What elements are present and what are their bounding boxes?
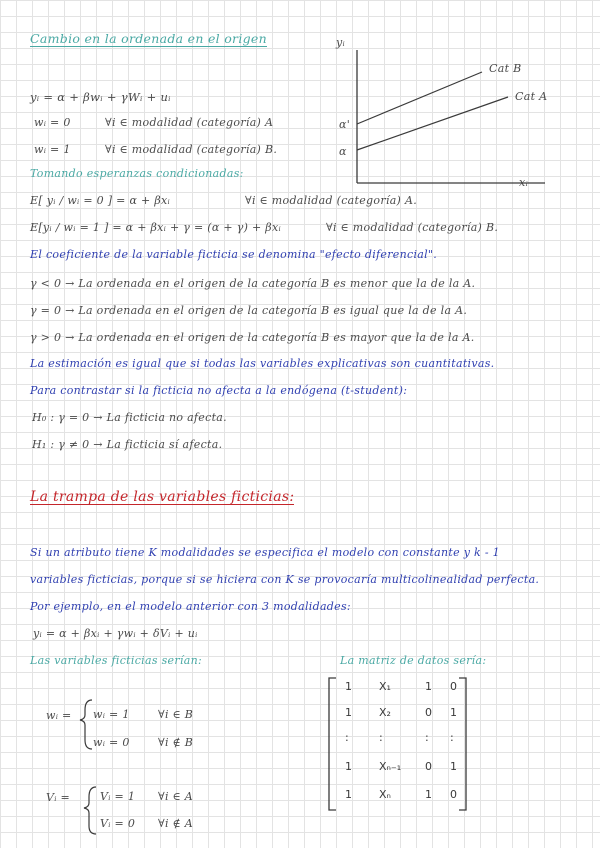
matrix-cell: 1: [345, 706, 352, 719]
section-title-intercept-change: Cambio en la ordenada en el origen: [30, 31, 267, 46]
v-piecewise-lhs: Vᵢ =: [46, 791, 71, 804]
matrix-cell: 0: [425, 760, 432, 773]
matrix-cell: 1: [450, 760, 457, 773]
matrix-cell: :: [425, 731, 429, 744]
dummy-variables-label: Las variables ficticias serían:: [30, 654, 202, 667]
matrix-cell: 1: [425, 680, 432, 693]
w-zero-definition: wᵢ = 0: [34, 116, 71, 129]
dummy-trap-paragraph-line-2: variables ficticias, porque si se hiciera con K se provocaría multicolinealidad perfecta.: [30, 573, 540, 586]
matrix-cell: 0: [425, 706, 432, 719]
three-category-model-equation: yᵢ = α + βxᵢ + γwᵢ + δVᵢ + uᵢ: [33, 627, 198, 640]
matrix-right-bracket: [459, 678, 466, 810]
matrix-cell: X₁: [379, 680, 391, 693]
v-case-zero-condition: ∀i ∉ A: [158, 817, 194, 830]
expectation-category-a-description: ∀i ∈ modalidad (categoría) A.: [245, 194, 417, 207]
w-one-definition: wᵢ = 1: [34, 143, 71, 156]
dummy-trap-paragraph-line-1: Si un atributo tiene K modalidades se especifica el modelo con constante y k - 1: [30, 546, 500, 559]
alpha-prime-label: α': [339, 118, 351, 131]
matrix-cell: 0: [450, 788, 457, 801]
v-case-one-condition: ∀i ∈ A: [158, 790, 194, 803]
matrix-cell: 1: [450, 706, 457, 719]
y-axis-label: yᵢ: [336, 36, 346, 49]
expectation-category-b: E[yᵢ / wᵢ = 1 ] = α + βxᵢ + γ = (α + γ) + βxᵢ: [30, 221, 281, 234]
matrix-cell: :: [345, 731, 349, 744]
matrix-cell: X₂: [379, 706, 391, 719]
gamma-zero-case: γ = 0 → La ordenada en el origen de la categoría B es igual que la de la A.: [30, 304, 468, 317]
gamma-negative-case: γ < 0 → La ordenada en el origen de la categoría B es menor que la de la A.: [30, 277, 476, 290]
matrix-cell: 1: [425, 788, 432, 801]
v-case-one: Vᵢ = 1: [100, 790, 136, 803]
alpha-label: α: [339, 145, 347, 158]
matrix-cell: :: [450, 731, 454, 744]
alternative-hypothesis: H₁ : γ ≠ 0 → La ficticia sí afecta.: [32, 438, 223, 451]
matrix-cell: 1: [345, 788, 352, 801]
data-matrix-label: La matriz de datos sería:: [340, 654, 487, 667]
section-title-dummy-trap: La trampa de las variables ficticias:: [30, 489, 295, 505]
v-case-zero: Vᵢ = 0: [100, 817, 136, 830]
w-one-description: ∀i ∈ modalidad (categoría) B.: [105, 143, 278, 156]
model-equation: yᵢ = α + βwᵢ + γWᵢ + uᵢ: [30, 90, 171, 104]
w-case-one: wᵢ = 1: [93, 708, 130, 721]
expectation-category-b-description: ∀i ∈ modalidad (categoría) B.: [326, 221, 499, 234]
matrix-cell: 1: [345, 760, 352, 773]
category-a-label: Cat A: [515, 90, 548, 103]
category-b-label: Cat B: [489, 62, 522, 75]
expectation-category-a: E[ yᵢ / wᵢ = 0 ] = α + βxᵢ: [30, 194, 170, 207]
estimation-note: La estimación es igual que si todas las variables explicativas son cuantitativas.: [30, 357, 495, 370]
matrix-cell: :: [379, 731, 383, 744]
w-piecewise-lhs: wᵢ =: [46, 709, 72, 722]
w-case-zero-condition: ∀i ∉ B: [158, 736, 194, 749]
w-zero-description: ∀i ∈ modalidad (categoría) A: [105, 116, 274, 129]
t-test-note: Para contrastar si la ficticia no afecta a la endógena (t-student):: [30, 384, 408, 397]
w-case-zero: wᵢ = 0: [93, 736, 130, 749]
dummy-trap-paragraph-line-3: Por ejemplo, en el modelo anterior con 3 modalidades:: [30, 600, 351, 613]
matrix-cell: 1: [345, 680, 352, 693]
matrix-cell: Xₙ: [379, 788, 391, 801]
x-axis-label: xᵢ: [519, 176, 529, 189]
matrix-cell: 0: [450, 680, 457, 693]
w-case-one-condition: ∀i ∈ B: [158, 708, 194, 721]
differential-effect-note: El coeficiente de la variable ficticia se denomina "efecto diferencial".: [30, 248, 438, 261]
gamma-positive-case: γ > 0 → La ordenada en el origen de la categoría B es mayor que la de la A.: [30, 331, 475, 344]
null-hypothesis: H₀ : γ = 0 → La ficticia no afecta.: [32, 411, 227, 424]
conditional-expectations-heading: Tomando esperanzas condicionadas:: [30, 167, 244, 180]
matrix-left-bracket: [329, 678, 336, 810]
matrix-cell: Xₙ₋₁: [379, 760, 402, 773]
